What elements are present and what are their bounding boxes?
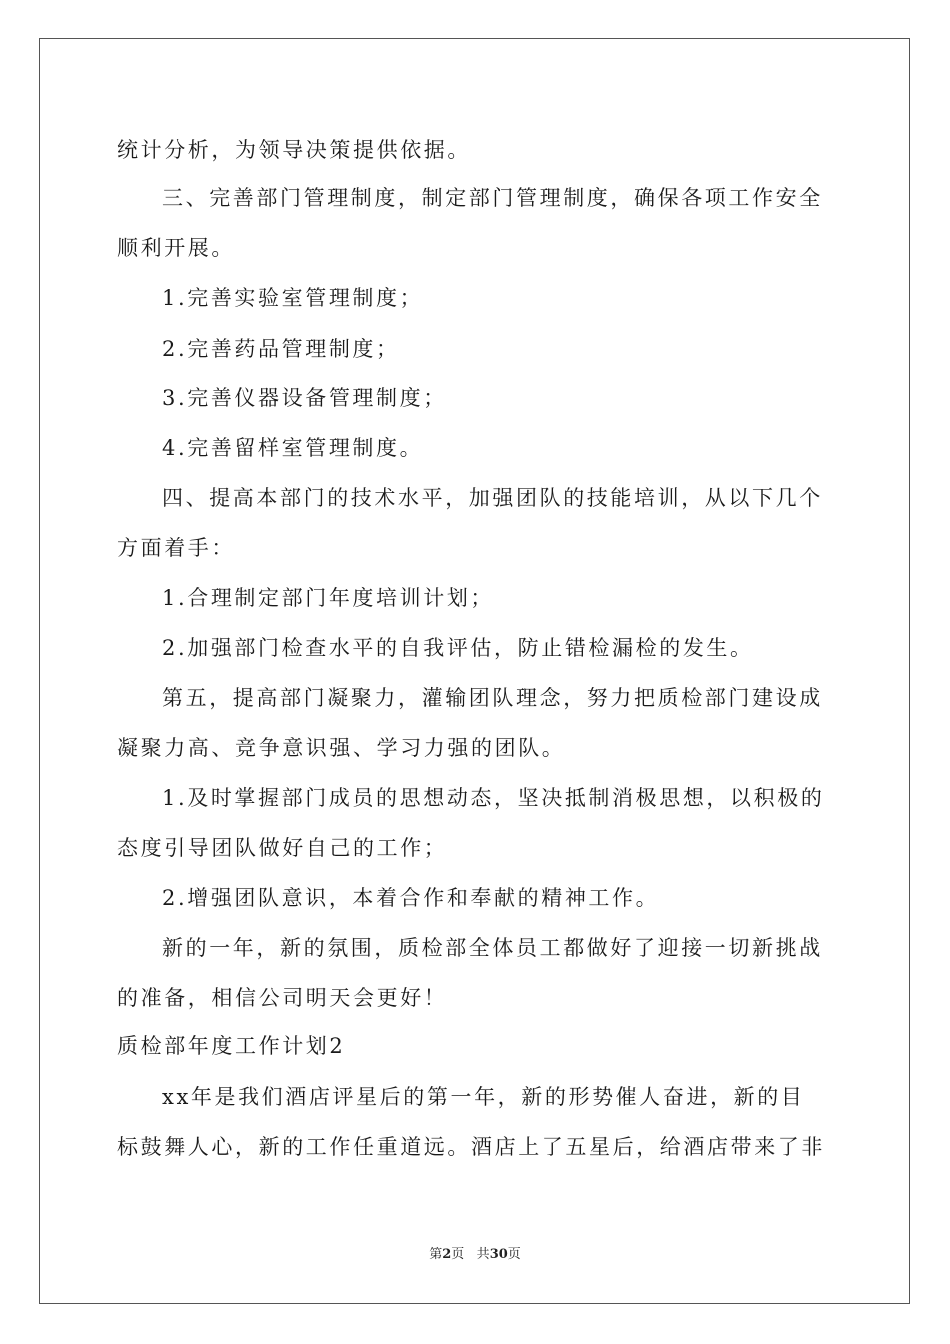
text-line-11: 2.加强部门检查水平的自我评估，防止错检漏检的发生。 xyxy=(162,636,754,660)
text-line-13: 凝聚力高、竞争意识强、学习力强的团队。 xyxy=(117,736,566,760)
total-page-count: 30 xyxy=(489,1247,508,1262)
page-footer xyxy=(0,1246,950,1264)
text-line-6: 3.完善仪器设备管理制度； xyxy=(162,386,447,410)
text-line-14: 1.及时掌握部门成员的思想动态，坚决抵制消极思想，以积极的 xyxy=(162,786,825,810)
text-line-16: 2.增强团队意识，本着合作和奉献的精神工作。 xyxy=(162,886,660,910)
current-page-number: 2 xyxy=(442,1247,452,1262)
total-suffix: 页 xyxy=(507,1247,521,1262)
text-line-1: 统计分析，为领导决策提供依据。 xyxy=(117,138,471,162)
text-line-21: 标鼓舞人心，新的工作任重道远。酒店上了五星后，给酒店带来了非 xyxy=(117,1135,825,1159)
text-line-10: 1.合理制定部门年度培训计划； xyxy=(162,586,495,610)
text-line-12: 第五，提高部门凝聚力，灌输团队理念，努力把质检部门建设成 xyxy=(162,686,823,710)
text-line-15: 态度引导团队做好自己的工作； xyxy=(117,836,448,860)
text-line-20: xx年是我们酒店评星后的第一年，新的形势催人奋进，新的目 xyxy=(162,1085,805,1109)
page-border xyxy=(39,38,910,1304)
total-prefix: 共 xyxy=(476,1247,490,1262)
text-line-5: 2.完善药品管理制度； xyxy=(162,337,400,361)
text-line-17: 新的一年，新的氛围，质检部全体员工都做好了迎接一切新挑战 xyxy=(162,936,823,960)
section-heading: 质检部年度工作计划2 xyxy=(117,1034,346,1058)
text-line-7: 4.完善留样室管理制度。 xyxy=(162,436,424,460)
page-prefix: 第 xyxy=(429,1247,443,1262)
text-line-8: 四、提高本部门的技术水平，加强团队的技能培训，从以下几个 xyxy=(162,486,823,510)
text-line-4: 1.完善实验室管理制度； xyxy=(162,286,424,310)
text-line-2: 三、完善部门管理制度，制定部门管理制度，确保各项工作安全 xyxy=(162,186,823,210)
text-line-18: 的准备，相信公司明天会更好！ xyxy=(117,986,448,1010)
page-suffix: 页 xyxy=(451,1247,465,1262)
text-line-3: 顺利开展。 xyxy=(117,236,235,260)
text-line-9: 方面着手： xyxy=(117,536,235,560)
